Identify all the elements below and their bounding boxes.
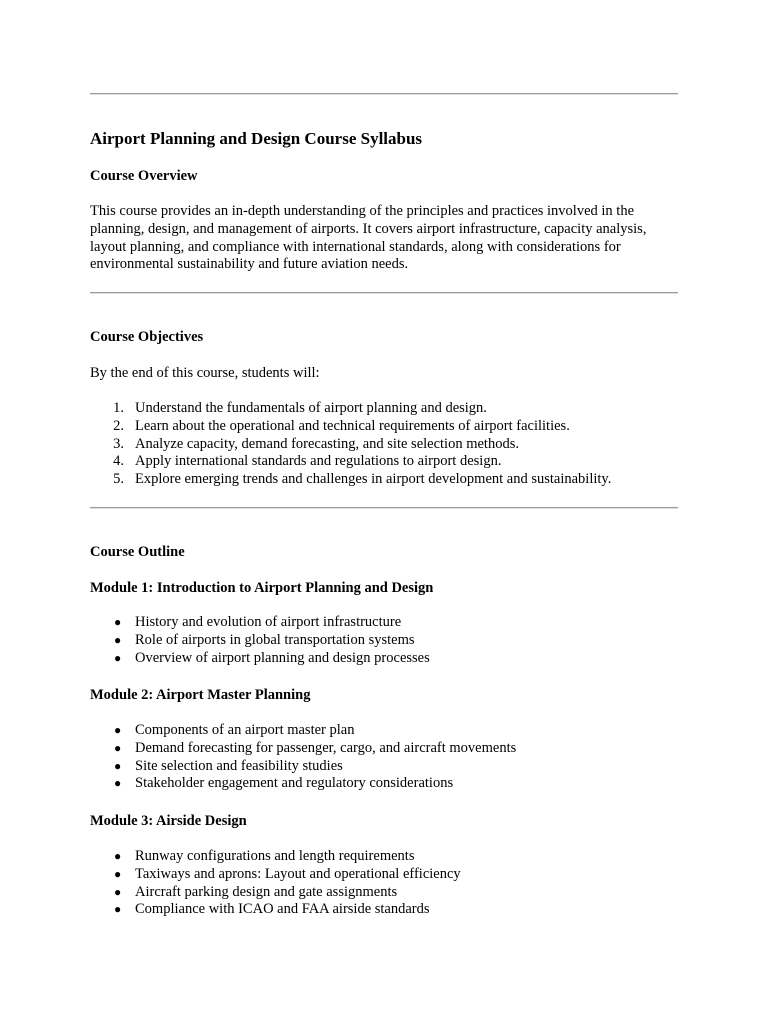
list-item-text: Compliance with ICAO and FAA airside standards (135, 901, 430, 918)
list-number: 1. (113, 400, 124, 416)
bullet-icon: ● (114, 866, 122, 881)
list-item-text: Analyze capacity, demand forecasting, and site selection methods. (135, 435, 519, 452)
list-item-text: Overview of airport planning and design processes (135, 649, 430, 666)
bullet-icon: ● (114, 884, 122, 899)
list-number: 5. (113, 471, 124, 488)
module-title: Module 1: Introduction to Airport Planning and Design (90, 580, 434, 596)
bullet-icon: ● (114, 723, 122, 737)
list-item-text: Learn about the operational and technical requirements of airport facilities. (135, 417, 570, 434)
list-number: 4. (113, 453, 124, 470)
list-item-text: Taxiways and aprons: Layout and operational efficiency (135, 865, 461, 882)
bullet-icon: ● (114, 615, 122, 629)
horizontal-rule (90, 507, 678, 509)
list-item-text: Site selection and feasibility studies (135, 757, 343, 774)
list-item-text: History and evolution of airport infrastructure (135, 614, 402, 630)
objectives-intro: By the end of this course, students will: (90, 365, 320, 381)
bullet-icon: ● (114, 650, 122, 665)
list-item-text: Stakeholder engagement and regulatory considerations (135, 775, 454, 792)
list-item-text: Understand the fundamentals of airport planning and design. (135, 400, 487, 416)
bullet-icon: ● (114, 776, 122, 791)
list-item-text: Demand forecasting for passenger, cargo, and aircraft movements (135, 739, 517, 756)
section-heading-outline: Course Outline (90, 544, 185, 560)
overview-paragraph: This course provides an in-depth understanding of the principles and practices involved in the planning, design, and management of airports. It covers airport infrastructure, capacity analysis, layout planning, and compliance with international standards, along with considerations for environmental sustainability and future aviation needs. (90, 203, 647, 273)
section-heading-objectives: Course Objectives (90, 329, 204, 345)
document-title: Airport Planning and Design Course Syllabus (90, 129, 423, 148)
module-title: Module 2: Airport Master Planning (90, 687, 311, 703)
section-heading-overview: Course Overview (90, 168, 198, 184)
bullet-icon: ● (114, 758, 122, 773)
horizontal-rule (90, 93, 678, 95)
list-item-text: Apply international standards and regulations to airport design. (135, 453, 502, 470)
list-item-text: Explore emerging trends and challenges in airport development and sustainability. (135, 471, 612, 488)
module-title: Module 3: Airside Design (90, 813, 247, 829)
list-number: 2. (113, 417, 124, 434)
horizontal-rule (90, 292, 678, 294)
bullet-icon: ● (114, 632, 122, 647)
bullet-icon: ● (114, 849, 122, 863)
list-item-text: Aircraft parking design and gate assignments (135, 883, 398, 900)
list-item-text: Runway configurations and length requirements (135, 848, 415, 864)
bullet-icon: ● (114, 740, 122, 755)
list-number: 3. (113, 435, 124, 452)
list-item-text: Components of an airport master plan (135, 722, 355, 738)
list-item-text: Role of airports in global transportation systems (135, 631, 415, 648)
bullet-icon: ● (114, 902, 122, 917)
